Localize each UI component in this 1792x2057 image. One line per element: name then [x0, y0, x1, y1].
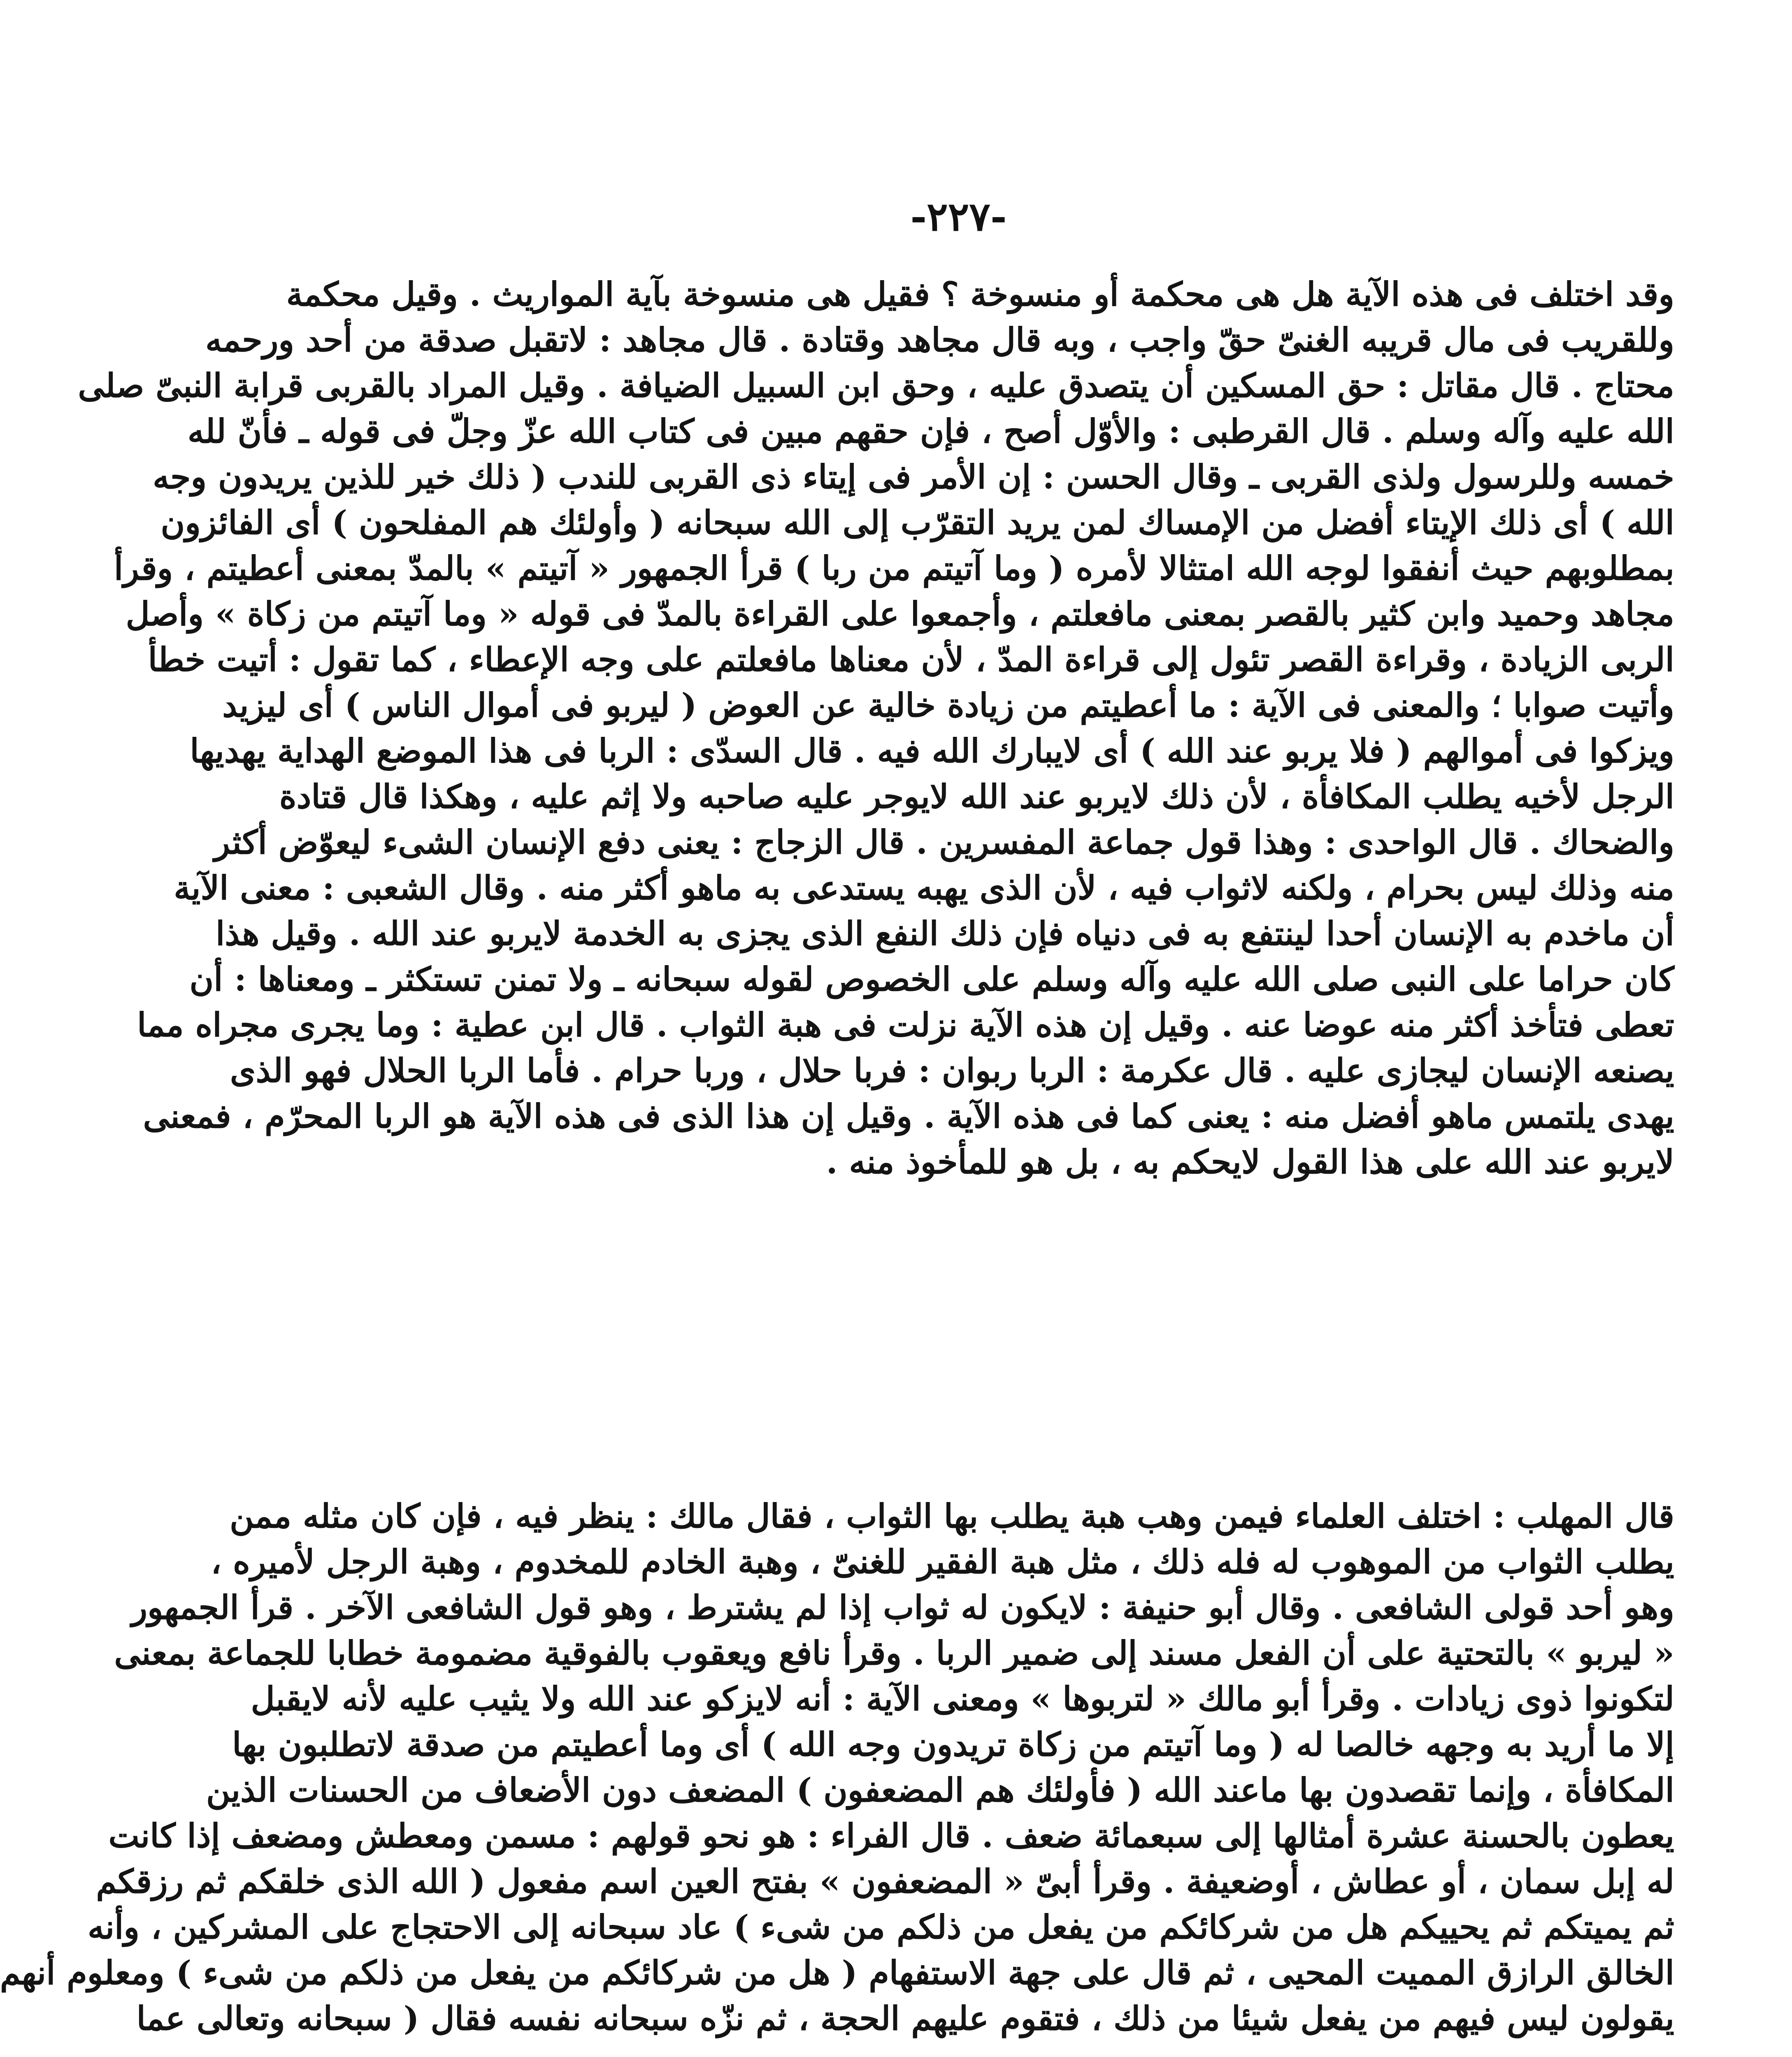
text-line: يهدى يلتمس ماهو أفضل منه : يعنى كما فى هذه الآية . وقيل إن هذا الذى فى هذه الآية هو الربا المحرّم ، فمعنى — [143, 1097, 1674, 1135]
text-line: يعطون بالحسنة عشرة أمثالها إلى سبعمائة ضعف . قال الفراء : هو نحو قولهم : مسمن ومعطش ومضعف إذا كانت — [108, 1816, 1674, 1855]
text-line: والضحاك . قال الواحدى : وهذا قول جماعة المفسرين . قال الزجاج : يعنى دفع الإنسان الشىء ليعوّض أكثر — [214, 823, 1674, 861]
text-line: وقد اختلف فى هذه الآية هل هى محكمة أو منسوخة ؟ فقيل هى منسوخة بآية المواريث . وقيل محكمة — [286, 275, 1674, 313]
text-line: لتكونوا ذوى زيادات . وقرأ أبو مالك « لتربوها » ومعنى الآية : أنه لايزكو عند الله ولا يثيب عليه لأنه لايقبل — [251, 1679, 1674, 1718]
text-line: الله عليه وآله وسلم . قال القرطبى : والأوّل أصح ، فإن حقهم مبين فى كتاب الله عزّ وجلّ فى قوله ـ فأنّ لله — [187, 412, 1674, 450]
text-line: خمسه وللرسول ولذى القربى ـ وقال الحسن : إن الأمر فى إيتاء ذى القربى للندب ( ذلك خير للذين يريدون وجه — [153, 457, 1674, 496]
text-line: محتاج . قال مقاتل : حق المسكين أن يتصدق عليه ، وحق ابن السبيل الضيافة . وقيل المراد بالقربى قرابة النبىّ صلى — [78, 366, 1674, 405]
text-line: الربى الزيادة ، وقراءة القصر تئول إلى قراءة المدّ ، لأن معناها مافعلتم على وجه الإعطاء ، كما تقول : أتيت خطأ — [148, 640, 1674, 679]
text-line: المكافأة ، وإنما تقصدون بها ماعند الله ( فأولئك هم المضعفون ) المضعف دون الأضعاف من الحسنات الذين — [206, 1771, 1674, 1809]
text-line: يقولون ليس فيهم من يفعل شيئا من ذلك ، فتقوم عليهم الحجة ، ثم نزّه سبحانه نفسه فقال ( سبحانه وتعالى عما — [136, 1999, 1674, 2038]
text-line: وأتيت صوابا ؛ والمعنى فى الآية : ما أعطيتم من زيادة خالية عن العوض ( ليربو فى أموال الناس ) أى ليزيد — [222, 686, 1674, 724]
text-line: وهو أحد قولى الشافعى . وقال أبو حنيفة : لايكون له ثواب إذا لم يشترط ، وهو قول الشافعى الآخر . قرأ الجمهور — [131, 1588, 1674, 1627]
text-line: بمطلوبهم حيث أنفقوا لوجه الله امتثالا لأمره ( وما آتيتم من ربا ) قرأ الجمهور « آتيتم » بالمدّ بمعنى أعطيتم ، وقرأ — [114, 549, 1674, 587]
text-line: لايربو عند الله على هذا القول لايحكم به ، بل هو للمأخوذ منه . — [826, 1142, 1674, 1181]
paragraph-two — [0, 1493, 1674, 2041]
text-line: منه وذلك ليس بحرام ، ولكنه لاثواب فيه ، لأن الذى يهبه يستدعى به ماهو أكثر منه . وقال الشعبى : معنى الآية — [174, 868, 1674, 907]
text-line: إلا ما أريد به وجهه خالصا له ( وما آتيتم من زكاة تريدون وجه الله ) أى وما أعطيتم من صدقة لاتطلبون بها — [232, 1725, 1674, 1764]
text-line: قال المهلب : اختلف العلماء فيمن وهب هبة يطلب بها الثواب ، فقال مالك : ينظر فيه ، فإن كان مثله ممن — [230, 1497, 1674, 1535]
text-line: وللقريب فى مال قريبه الغنىّ حقّ واجب ، وبه قال مجاهد وقتادة . قال مجاهد : لاتقبل صدقة من أحد ورحمه — [205, 320, 1674, 359]
page-number: -٢٢٧- — [910, 193, 1007, 240]
text-line: كان حراما على النبى صلى الله عليه وآله وسلم على الخصوص لقوله سبحانه ـ ولا تمنن تستكثر ـ ومعناها : أن — [189, 960, 1674, 998]
text-line: الخالق الرازق المميت المحيى ، ثم قال على جهة الاستفهام ( هل من شركائكم من يفعل من ذلكم من شىء ) ومعلوم أنهم — [0, 1953, 1674, 1992]
text-line: أن ماخدم به الإنسان أحدا لينتفع به فى دنياه فإن ذلك النفع الذى يجزى به الخدمة لايربو عند الله . وقيل هذا — [216, 914, 1674, 953]
text-line: ثم يميتكم ثم يحييكم هل من شركائكم من يفعل من ذلكم من شىء ) عاد سبحانه إلى الاحتجاج على المشركين ، وأنه — [87, 1908, 1674, 1946]
text-line: « ليربو » بالتحتية على أن الفعل مسند إلى ضمير الربا . وقرأ نافع ويعقوب بالفوقية مضمومة خطابا للجماعة بمعنى — [114, 1634, 1674, 1672]
paragraph-one — [78, 272, 1674, 1185]
text-line: الرجل لأخيه يطلب المكافأة ، لأن ذلك لايربو عند الله لايوجر عليه صاحبه ولا إثم عليه ، وهكذا قال قتادة — [279, 777, 1674, 816]
text-line: يطلب الثواب من الموهوب له فله ذلك ، مثل هبة الفقير للغنىّ ، وهبة الخادم للمخدوم ، وهبة الرجل لأميره ، — [211, 1542, 1674, 1581]
text-line: يصنعه الإنسان ليجازى عليه . قال عكرمة : الربا ربوان : فربا حلال ، وربا حرام . فأما الربا الحلال فهو الذى — [230, 1051, 1674, 1090]
text-line: تعطى فتأخذ أكثر منه عوضا عنه . وقيل إن هذه الآية نزلت فى هبة الثواب . قال ابن عطية : وما يجرى مجراه مما — [137, 1005, 1674, 1044]
text-line: مجاهد وحميد وابن كثير بالقصر بمعنى مافعلتم ، وأجمعوا على القراءة بالمدّ فى قوله « وما آتيتم من زكاة » وأصل — [126, 594, 1674, 633]
text-line: الله ) أى ذلك الإيتاء أفضل من الإمساك لمن يريد التقرّب إلى الله سبحانه ( وأولئك هم المفلحون ) أى الفائزون — [160, 503, 1674, 542]
text-line: له إبل سمان ، أو عطاش ، أوضعيفة . وقرأ أبىّ « المضعفون » بفتح العين اسم مفعول ( الله الذى خلقكم ثم رزقكم — [96, 1862, 1674, 1901]
text-line: ويزكوا فى أموالهم ( فلا يربو عند الله ) أى لايبارك الله فيه . قال السدّى : الربا فى هذا الموضع الهداية يهديها — [190, 731, 1674, 770]
